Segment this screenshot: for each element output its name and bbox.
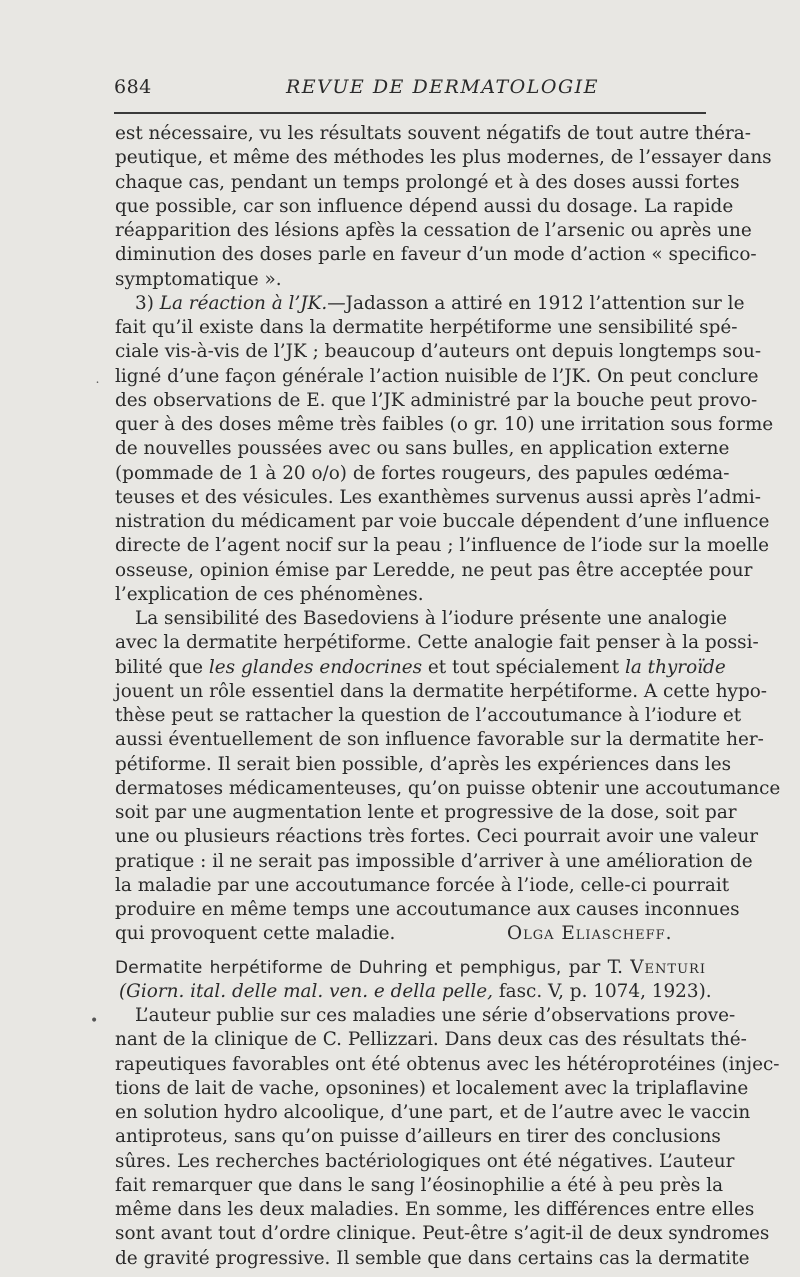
closing-line-with-signature bbox=[115, 922, 706, 946]
article-citation: fasc. V, p. 1074, 1923). bbox=[493, 980, 712, 1002]
signature: Olga Eliascheff. bbox=[507, 923, 673, 945]
text-line: qui provoquent cette maladie. bbox=[115, 923, 396, 945]
text-line: osseuse, opinion émise par Leredde, ne peut pas être acceptée pour bbox=[115, 559, 753, 581]
text-line: nistration du médicament par voie buccale dépendent d’une influence bbox=[115, 511, 770, 532]
text-line: en solution hydro alcoolique, d’une part, et de l’autre avec le vaccin bbox=[115, 1102, 751, 1123]
section-3-title: La réaction à l’JK. bbox=[159, 292, 328, 314]
bilite-em-thyroide: la thyroïde bbox=[624, 656, 726, 678]
text-line: l’explication de ces phénomènes. bbox=[115, 583, 424, 605]
text-line: directe de l’agent nocif sur la peau ; l’influence de l’iode sur la moelle bbox=[115, 535, 770, 557]
text-line: ciale vis-à-vis de l’JK ; beaucoup d’auteurs ont depuis longtemps sou- bbox=[115, 341, 762, 363]
section-3-text: —Jadasson a attiré en 1912 l’attention sur le bbox=[327, 292, 745, 314]
text-line: réapparition des lésions apfès la cessation de l’arsenic ou après une bbox=[115, 220, 752, 241]
text-line: sont avant tout d’ordre clinique. Peut-être s’agit-il de deux syndromes bbox=[115, 1223, 770, 1245]
text-line: jouent un rôle essentiel dans la dermatite herpétiforme. A cette hypo- bbox=[115, 680, 768, 702]
text-line: soit par une augmentation lente et progressive de la dose, soit par bbox=[115, 802, 737, 823]
text-line: tions de lait de vache, opsonines) et localement avec la triplaflavine bbox=[115, 1077, 749, 1099]
article-title: Dermatite herpétiforme de Duhring et pemphigus, bbox=[115, 957, 562, 978]
running-title: REVUE DE DERMATOLOGIE bbox=[286, 76, 600, 98]
article-by: par T. bbox=[561, 956, 631, 978]
text-line: fait qu’il existe dans la dermatite herpétiforme une sensibilité spé- bbox=[115, 317, 738, 338]
text-line: pratique : il ne serait pas impossible d’arriver à une amélioration de bbox=[115, 850, 753, 872]
text-line: sûres. Les recherches bactériologiques ont été négatives. L’auteur bbox=[115, 1150, 735, 1172]
text-line: que possible, car son influence dépend aussi du dosage. La rapide bbox=[115, 195, 734, 217]
text-line: La sensibilité des Basedoviens à l’iodure présente une analogie bbox=[135, 608, 727, 629]
text-line: pétiforme. Il serait bien possible, d’après les expériences dans les bbox=[115, 753, 732, 775]
text-line: la maladie par une accoutumance forcée à l’iode, celle-ci pourrait bbox=[115, 874, 730, 896]
text-line: avec la dermatite herpétiforme. Cette analogie fait penser à la possi- bbox=[115, 632, 759, 654]
article-citation-line bbox=[115, 980, 712, 1004]
text-line: L’auteur publie sur ces maladies une série d’observations prove- bbox=[135, 1005, 736, 1026]
bilite-pre: bilité que bbox=[115, 656, 209, 678]
text-line: (pommade de 1 à 20 o/o) de fortes rougeurs, des papules œdéma- bbox=[115, 462, 730, 484]
text-line: de nouvelles poussées avec ou sans bulles, en application externe bbox=[115, 438, 730, 460]
text-line: même dans les deux maladies. En somme, les différences entre elles bbox=[115, 1199, 755, 1220]
page-header bbox=[114, 76, 706, 102]
article-title-line bbox=[115, 956, 706, 980]
bilite-line bbox=[115, 656, 726, 680]
text-line: est nécessaire, vu les résultats souvent négatifs de tout autre théra- bbox=[115, 123, 751, 144]
text-line: peutique, et même des méthodes les plus modernes, de l’essayer dans bbox=[115, 147, 772, 169]
text-line: diminution des doses parle en faveur d’un mode d’action « specifico- bbox=[115, 244, 757, 266]
text-line: dermatoses médicamenteuses, qu’on puisse obtenir une accoutumance bbox=[115, 777, 781, 799]
text-line: ligné d’une façon générale l’action nuisible de l’JK. On peut conclure bbox=[115, 365, 759, 387]
text-line: quer à des doses même très faibles (o gr. 10) une irritation sous forme bbox=[115, 414, 774, 435]
text-line: de gravité progressive. Il semble que dans certains cas la dermatite bbox=[115, 1247, 750, 1269]
text-line: une ou plusieurs réactions très fortes. Ceci pourrait avoir une valeur bbox=[115, 826, 759, 848]
text-line: rapeutiques favorables ont été obtenus avec les hétéroprotéines (injec- bbox=[115, 1053, 780, 1075]
article-author: Venturi bbox=[630, 956, 706, 978]
margin-speck-mark: ˙ bbox=[94, 380, 101, 396]
text-line: chaque cas, pendant un temps prolongé et à des doses aussi fortes bbox=[115, 171, 740, 193]
page-number: 684 bbox=[114, 76, 152, 98]
text-line: nant de la clinique de C. Pellizzari. Dans deux cas des résultats thé- bbox=[115, 1029, 747, 1051]
bilite-em-glandes: les glandes endocrines bbox=[208, 656, 423, 678]
text-line: des observations de E. que l’JK administré par la bouche peut provo- bbox=[115, 389, 758, 411]
section-3-number: 3) bbox=[135, 292, 154, 314]
section-3-heading-line bbox=[115, 292, 745, 316]
text-line: aussi éventuellement de son influence favorable sur la dermatite her- bbox=[115, 729, 764, 751]
text-line: teuses et des vésicules. Les exanthèmes survenus aussi après l’admi- bbox=[115, 486, 762, 508]
text-line: symptomatique ». bbox=[115, 268, 282, 290]
header-rule bbox=[114, 112, 706, 114]
text-line: fait remarquer que dans le sang l’éosinophilie a été à peu près la bbox=[115, 1174, 724, 1196]
text-line: antiproteus, sans qu’on puisse d’ailleurs en tirer des conclusions bbox=[115, 1126, 721, 1148]
article-journal: (Giorn. ital. delle mal. ven. e della pelle, bbox=[119, 980, 493, 1002]
text-line: produire en même temps une accoutumance aux causes inconnues bbox=[115, 899, 740, 920]
body-text bbox=[115, 122, 781, 1271]
margin-speck-mark: • bbox=[90, 1013, 99, 1029]
text-line: thèse peut se rattacher la question de l’accoutumance à l’iodure et bbox=[115, 705, 742, 726]
bilite-mid: et tout spécialement bbox=[422, 656, 625, 678]
